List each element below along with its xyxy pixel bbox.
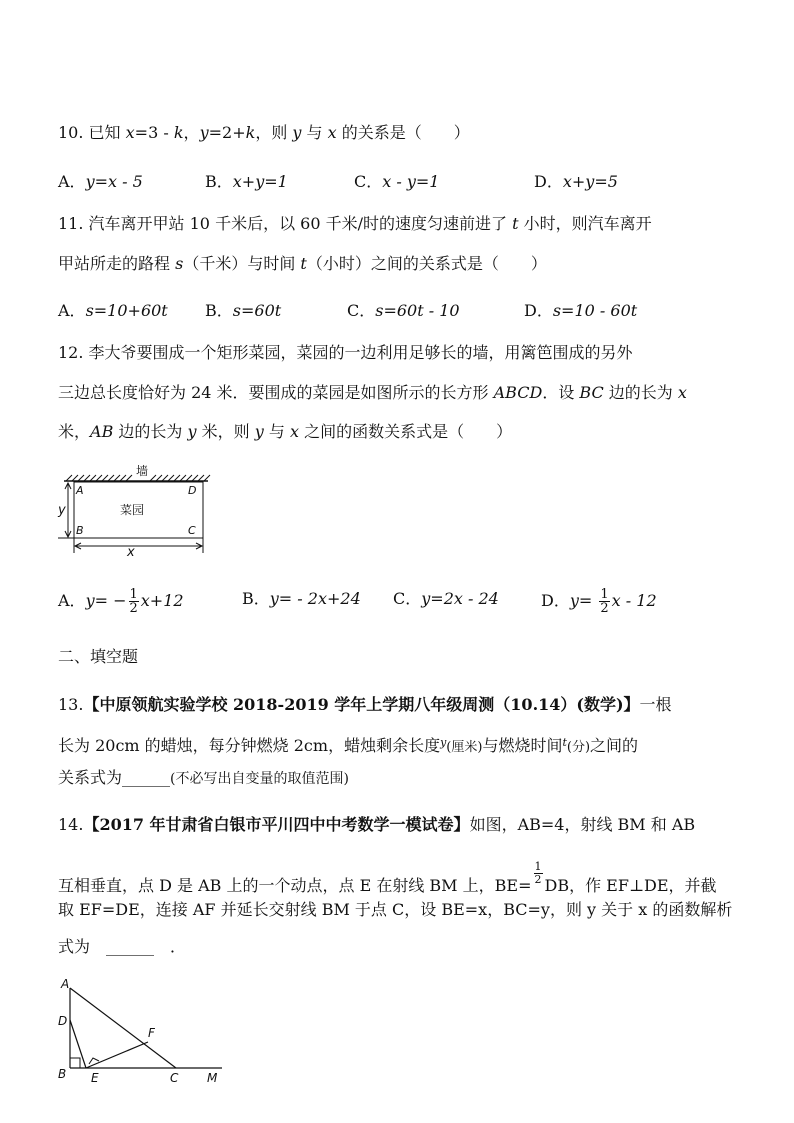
- q14-stem-line2: 互相垂直，点 D 是 AB 上的一个动点，点 E 在射线 BM 上，BE= $\frac{1}{2}$ DB，作 EF⊥DE，并截: [58, 860, 717, 895]
- q12-stem-line1: 12. 李大爷要围成一个矩形菜园，菜园的一边利用足够长的墙，用篱笆围成的另外: [58, 343, 633, 362]
- label-y: y: [58, 503, 66, 518]
- q12-option-a[interactable]: A．y= − $\frac{1}{2}$ x+12: [58, 587, 184, 616]
- q11-option-a[interactable]: A．s=10+60t: [58, 301, 168, 320]
- segment-DE: [70, 1020, 86, 1068]
- q11-option-b[interactable]: B．s=60t: [205, 301, 282, 320]
- label-x: x: [127, 545, 135, 560]
- q11-stem-line2: 甲站所走的路程 s（千米）与时间 t（小时）之间的关系式是（ ）: [58, 254, 547, 273]
- q12-stem-line2: 三边总长度恰好为 24 米．要围成的菜园是如图所示的长方形 ABCD．设 BC 边的长为 x: [58, 383, 687, 402]
- answer-blank[interactable]: ______: [106, 937, 155, 956]
- label-B: B: [76, 524, 84, 537]
- garden-label: 菜园: [120, 503, 145, 517]
- q13-stem-line3: 关系式为______(不必写出自变量的取值范围): [58, 768, 349, 787]
- label-A: A: [76, 484, 84, 497]
- q12-option-b[interactable]: B．y= - 2x+24: [242, 589, 361, 608]
- q12-option-c[interactable]: C．y=2x - 24: [393, 589, 499, 608]
- q14-stem-line4: 式为 ______ ．: [58, 937, 187, 956]
- q10-option-a[interactable]: A．y=x - 5: [58, 172, 143, 191]
- label-E: E: [91, 1071, 99, 1085]
- q12-stem-line3: 米，AB 边的长为 y 米，则 y 与 x 之间的函数关系式是（ ）: [58, 422, 513, 441]
- label-D: D: [58, 1014, 68, 1028]
- label-D: D: [188, 484, 197, 497]
- label-B: B: [58, 1067, 67, 1081]
- fraction: $\frac{1}{2}$: [600, 587, 609, 616]
- q13-stem-line1: 13.【中原领航实验学校 2018-2019 学年上学期八年级周测（10.14）(数学)】一根: [58, 695, 672, 714]
- label-A: A: [61, 977, 70, 991]
- q11-option-d[interactable]: D．s=10 - 60t: [524, 301, 638, 320]
- q10-option-d[interactable]: D．x+y=5: [534, 172, 618, 191]
- q12-option-d[interactable]: D．y= $\frac{1}{2}$ x - 12: [541, 587, 657, 616]
- segment-EF: [86, 1042, 148, 1068]
- fraction: $\frac{1}{2}$: [534, 860, 542, 886]
- fraction: $\frac{1}{2}$: [129, 587, 138, 616]
- label-C: C: [188, 524, 196, 537]
- q10-stem: 10. 已知 x=3 - k，y=2+k，则 y 与 x 的关系是（ ）: [58, 123, 470, 142]
- wall-label: 墙: [136, 464, 149, 478]
- q10-option-b[interactable]: B．x+y=1: [205, 172, 288, 191]
- label-C: C: [170, 1071, 179, 1085]
- q11-option-c[interactable]: C．s=60t - 10: [347, 301, 460, 320]
- answer-blank[interactable]: ______: [122, 768, 171, 787]
- q14-stem-line1: 14.【2017 年甘肃省白银市平川四中中考数学一模试卷】如图，AB=4，射线 BM 和 AB: [58, 815, 696, 834]
- q14-stem-line3: 取 EF=DE，连接 AF 并延长交射线 BM 于点 C，设 BE=x，BC=y，则 y 关于 x 的函数解析: [58, 900, 733, 919]
- section-title: 二、填空题: [58, 647, 139, 666]
- label-M: M: [207, 1071, 218, 1085]
- q10-option-c[interactable]: C．x - y=1: [354, 172, 440, 191]
- label-F: F: [148, 1026, 155, 1040]
- q13-stem-line2: 长为 20cm 的蜡烛，每分钟燃烧 2cm，蜡烛剩余长度$^y$(厘米)与燃烧时间$^t$(分)之间的: [58, 736, 639, 755]
- q11-stem-line1: 11. 汽车离开甲站 10 千米后，以 60 千米/时的速度匀速前进了 t 小时，则汽车离开: [58, 214, 652, 233]
- right-angle-B: [70, 1058, 80, 1068]
- segment-AC: [70, 988, 176, 1068]
